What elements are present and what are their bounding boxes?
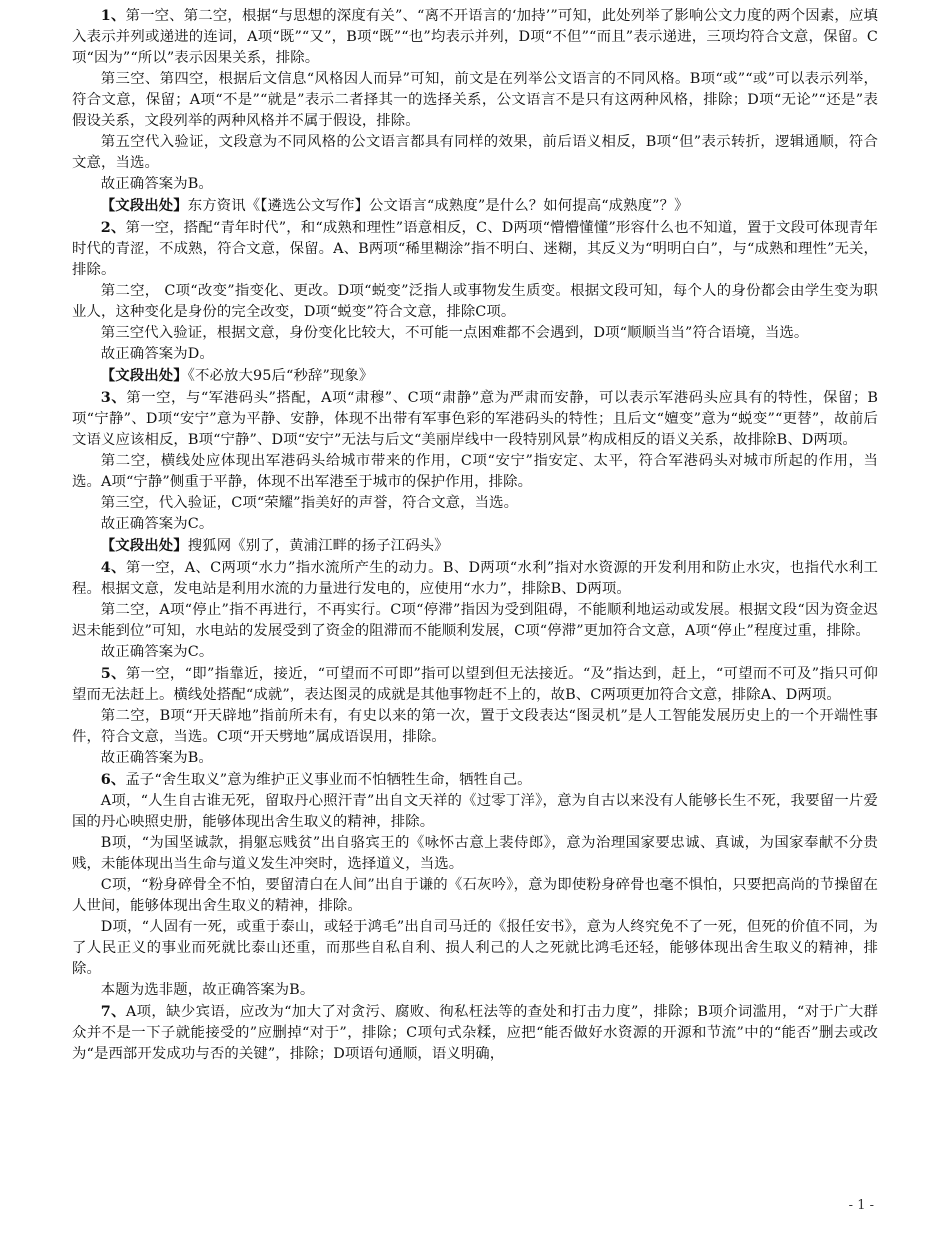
paragraph-text: 第三空，代入验证，C项“荣耀”指美好的声誉，符合文意，当选。 [100,495,519,511]
paragraph [72,132,878,174]
paragraph [72,281,878,323]
paragraph-text: 第一空、第二空，根据“与思想的深度有关”、“离不开语言的‘加持’”可知，此处列举了影响公文力度的两个因素，应填入表示并列或递进的连词，A项“既”“又”，B项“既”“也”均表示并列，D项“不但”“而且”表示递进，三项均符合文意，保留。C项“因为”“所以”表示因果关系，排除。 [72,8,878,66]
paragraph [72,557,878,600]
paragraph-text: 第三空代入验证，根据文意，身份变化比较大，不可能一点困难都不会遇到，D项“顺顺当当”符合语境，当选。 [100,325,809,341]
paragraph-text: 故正确答案为D。 [100,346,214,362]
paragraph-text: 第二空，横线处应体现出军港码头给城市带来的作用，C项“安宁”指安定、太平，符合军港码头对城市所起的作用，当选。A项“宁静”侧重于平静，体现不出军港至于城市的保护作用，排除。 [72,453,878,490]
paragraph-text: 故正确答案为C。 [100,644,214,660]
paragraph-text: 第一空，与“军港码头”搭配，A项“肃穆”、C项“肃静”意为严肃而安静，可以表示军港码头应具有的特性，保留；B项“宁静”、D项“安宁”意为平静、安静，体现不出带有军事色彩的军港码头的特性；且后文“嬗变”意为“蜕变”“更替”，故前后文语义应该相反，B项“宁静”、D项“安宁”无法与后文“美丽岸线中一段特别风景”构成相反的语义关系，故排除B、D两项。 [72,390,878,448]
paragraph [72,365,878,387]
paragraph [72,600,878,642]
paragraph-text: 故正确答案为C。 [100,516,214,532]
paragraph [72,493,878,514]
paragraph-text: 第二空，A项“停止”指不再进行，不再实行。C项“停滞”指因为受到阻碍，不能顺利地运动或发展。根据文段“因为资金迟迟未能到位”可知，水电站的发展受到了资金的阻滞而不能顺利发展，C项“停滞”更加符合文意，A项“停止”程度过重，排除。 [72,602,878,639]
paragraph-text: 东方资讯《【遴选公文写作】公文语言“成熟度”是什么？如何提高“成熟度”？》 [187,198,689,214]
paragraph-text: C项，“粉身碎骨全不怕，要留清白在人间”出自于谦的《石灰吟》，意为即使粉身碎骨也毫不惧怕，只要把高尚的节操留在人世间，能够体现出舍生取义的精神，排除。 [72,877,878,914]
paragraph-text: 第一空，A、C两项“水力”指水流所产生的动力。B、D两项“水利”指对水资源的开发利用和防止水灾，也指代水利工程。根据文意，发电站是利用水流的力量进行发电的，应使用“水力”，排除B、D两项。 [72,560,878,597]
question-number: 3、 [100,389,127,406]
paragraph [72,323,878,344]
paragraph [72,917,878,980]
paragraph-text: 本题为选非题，故正确答案为B。 [100,982,315,998]
paragraph-text: 第一空，“即”指靠近，接近，“可望而不可即”指可以望到但无法接近。“及”指达到，赶上，“可望而不可及”指只可仰望而无法赶上。横线处搭配“成就”，表达图灵的成就是其他事物赶不上的，故B、C两项更加符合文意，排除A、D两项。 [72,666,878,703]
question-number: 4、 [100,559,126,576]
question-number: 2、 [100,219,126,236]
paragraph [72,663,878,706]
question-number: 6、 [100,771,126,788]
question-number: 5、 [100,665,126,682]
paragraph-text: 第二空， C项“改变”指变化、更改。D项“蜕变”泛指人或事物发生质变。根据文段可知，每个人的身份都会由学生变为职业人，这种变化是身份的完全改变，D项“蜕变”符合文意，排除C项。 [72,283,878,320]
paragraph [72,833,878,875]
paragraph [72,344,878,365]
question-number: 1、 [100,7,126,24]
paragraph-text: A项，“人生自古谁无死，留取丹心照汗青”出自文天祥的《过零丁洋》，意为自古以来没有人能够长生不死，我要留一片爱国的丹心映照史册，能够体现出舍生取义的精神，排除。 [72,793,878,830]
paragraph [72,387,878,451]
paragraph [72,5,878,69]
paragraph-text: 第五空代入验证，文段意为不同风格的公文语言都具有同样的效果，前后语义相反，B项“但”表示转折，逻辑通顺，符合文意，当选。 [72,134,878,171]
paragraph [72,748,878,769]
paragraph [72,1001,878,1065]
paragraph [72,642,878,663]
source-label: 【文段出处】 [100,197,188,214]
paragraph [72,451,878,493]
paragraph-text: 《不必放大95后“秒辞”现象》 [187,368,374,384]
paragraph [72,875,878,917]
page-number: - 1 - [848,1198,874,1213]
paragraph-text: 搜狐网《别了，黄浦江畔的扬子江码头》 [187,538,449,554]
paragraph [72,535,878,557]
source-label: 【文段出处】 [100,537,188,554]
paragraph-text: D项，“人固有一死，或重于泰山，或轻于鸿毛”出自司马迁的《报任安书》，意为人终究免不了一死，但死的价值不同，为了人民正义的事业而死就比泰山还重，而那些自私自利、损人利己的人之死就比鸿毛还轻，能够体现出舍生取义的精神，排除。 [72,919,878,977]
paragraph-text: 孟子“舍生取义”意为维护正义事业而不怕牺牲生命，牺牲自己。 [125,772,532,788]
paragraph-text: A项，缺少宾语，应改为“加大了对贪污、腐败、徇私枉法等的查处和打击力度”，排除；B项介词滥用，“对于广大群众并不是一下子就能接受的”应删掉“对于”，排除；C项句式杂糅，应把“能否做好水资源的开源和节流”中的“能否”删去或改为“是西部开发成功与否的关键”，排除；D项语句通顺，语义明确， [72,1004,879,1062]
paragraph-text: 第二空，B项“开天辟地”指前所未有，有史以来的第一次，置于文段表达“图灵机”是人工智能发展历史上的一个开端性事件，符合文意，当选。C项“开天劈地”属成语误用，排除。 [72,708,878,745]
paragraph [72,69,878,132]
paragraph [72,980,878,1001]
question-number: 7、 [100,1003,126,1020]
source-label: 【文段出处】 [100,367,188,384]
document-page [72,5,878,1065]
paragraph-text: 第三空、第四空，根据后文信息“风格因人而异”可知，前文是在列举公文语言的不同风格。B项“或”“或”可以表示列举，符合文意，保留；A项“不是”“就是”表示二者择其一的选择关系，公文语言不是只有这两种风格，排除；D项“无论”“还是”表假设关系，文段列举的两种风格并不属于假设，排除。 [72,71,878,129]
paragraph [72,791,878,833]
paragraph [72,217,878,281]
paragraph [72,514,878,535]
paragraph [72,769,878,791]
paragraph-text: 故正确答案为B。 [100,176,213,192]
paragraph [72,706,878,748]
paragraph-text: 第一空，搭配“青年时代”，和“成熟和理性”语意相反，C、D两项“懵懵懂懂”形容什么也不知道，置于文段可体现青年时代的青涩，不成熟，符合文意，保留。A、B两项“稀里糊涂”指不明白、迷糊，其反义为“明明白白”，与“成熟和理性”无关，排除。 [72,220,878,278]
paragraph [72,174,878,195]
paragraph-text: B项，“为国坚诚款，捐躯忘贱贫”出自骆宾王的《咏怀古意上裴侍郎》，意为治理国家要忠诚、真诚，为国家奉献不分贵贱，未能体现出当生命与道义发生冲突时，选择道义，当选。 [72,835,878,872]
paragraph-text: 故正确答案为B。 [100,750,213,766]
paragraph [72,195,878,217]
